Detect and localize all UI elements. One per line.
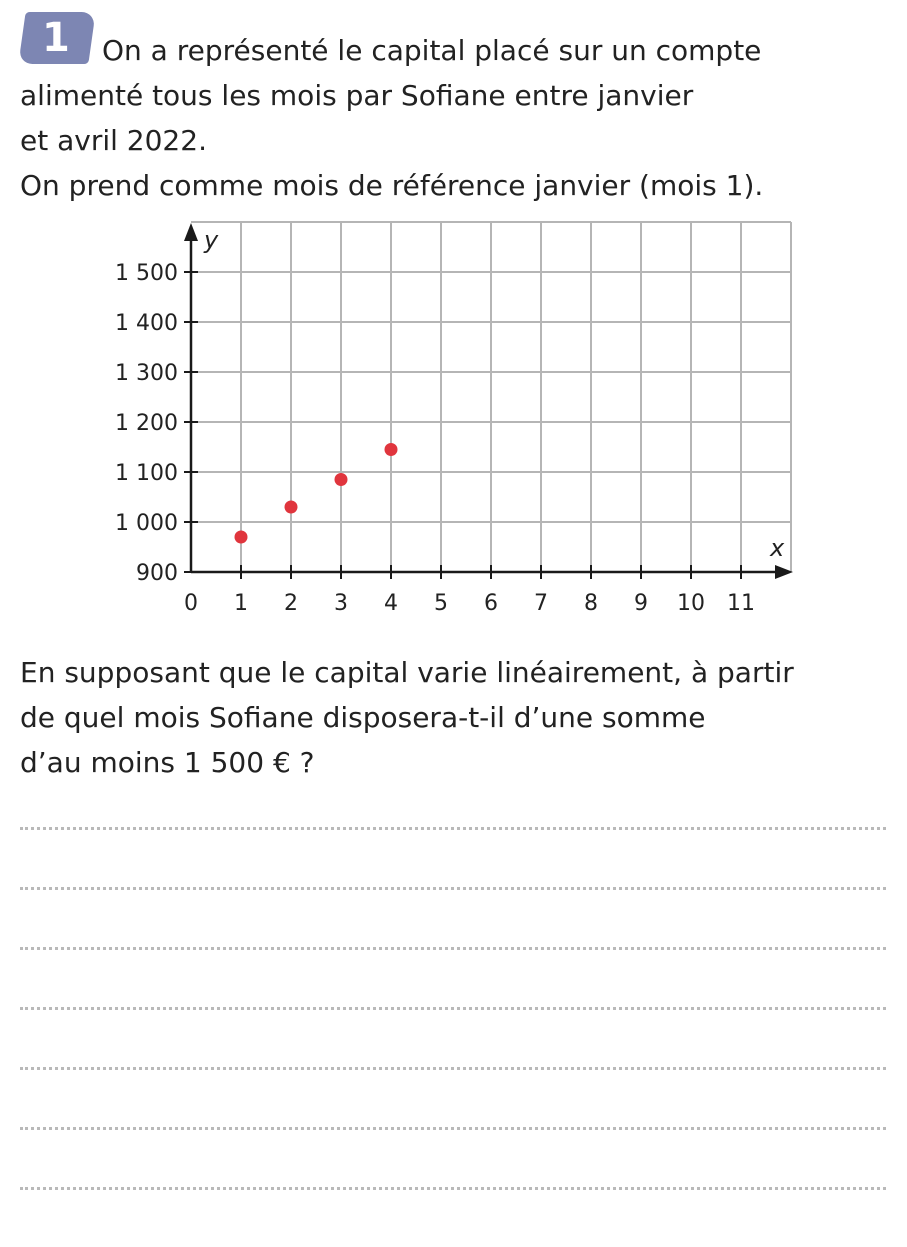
x-tick-label: 10 xyxy=(677,591,705,616)
data-point xyxy=(285,501,298,514)
data-point xyxy=(385,443,398,456)
y-tick-label: 1 200 xyxy=(115,411,178,436)
data-point xyxy=(335,473,348,486)
y-tick-label: 1 100 xyxy=(115,461,178,486)
y-tick-label: 1 300 xyxy=(115,361,178,386)
x-axis-label: x xyxy=(770,534,785,562)
intro-line: et avril 2022. xyxy=(20,124,207,157)
x-tick-label: 6 xyxy=(484,591,498,616)
y-tick-label: 900 xyxy=(136,561,178,586)
y-axis-arrow xyxy=(184,223,198,241)
question-line: de quel mois Sofiane disposera-t-il d’une somme xyxy=(20,701,706,734)
answer-line[interactable] xyxy=(20,827,886,887)
answer-line[interactable] xyxy=(20,887,886,947)
answer-line[interactable] xyxy=(20,947,886,1007)
data-point xyxy=(235,531,248,544)
intro-line: On a représenté le capital placé sur un compte xyxy=(102,34,762,67)
answer-line[interactable] xyxy=(20,1007,886,1067)
answer-lines xyxy=(20,827,886,1247)
answer-line[interactable] xyxy=(20,1067,886,1127)
exercise-number: 1 xyxy=(42,15,70,61)
y-tick-label: 1 500 xyxy=(115,261,178,286)
y-axis-label: y xyxy=(204,226,219,254)
x-tick-label: 2 xyxy=(284,591,298,616)
x-tick-label: 11 xyxy=(727,591,755,616)
question-text xyxy=(20,650,880,785)
x-tick-label: 4 xyxy=(384,591,398,616)
x-tick-label: 1 xyxy=(234,591,248,616)
x-tick-label: 7 xyxy=(534,591,548,616)
answer-line[interactable] xyxy=(20,1187,886,1247)
x-tick-label: 0 xyxy=(184,591,198,616)
x-tick-label: 9 xyxy=(634,591,648,616)
x-tick-label: 3 xyxy=(334,591,348,616)
y-tick-label: 1 400 xyxy=(115,311,178,336)
x-tick-label: 5 xyxy=(434,591,448,616)
x-tick-label: 8 xyxy=(584,591,598,616)
intro-line: On prend comme mois de référence janvier (mois 1). xyxy=(20,169,764,202)
question-line: d’au moins 1 500 € ? xyxy=(20,746,315,779)
intro-line: alimenté tous les mois par Sofiane entre janvier xyxy=(20,79,694,112)
question-line: En supposant que le capital varie linéairement, à partir xyxy=(20,656,794,689)
y-tick-label: 1 000 xyxy=(115,511,178,536)
answer-line[interactable] xyxy=(20,1127,886,1187)
